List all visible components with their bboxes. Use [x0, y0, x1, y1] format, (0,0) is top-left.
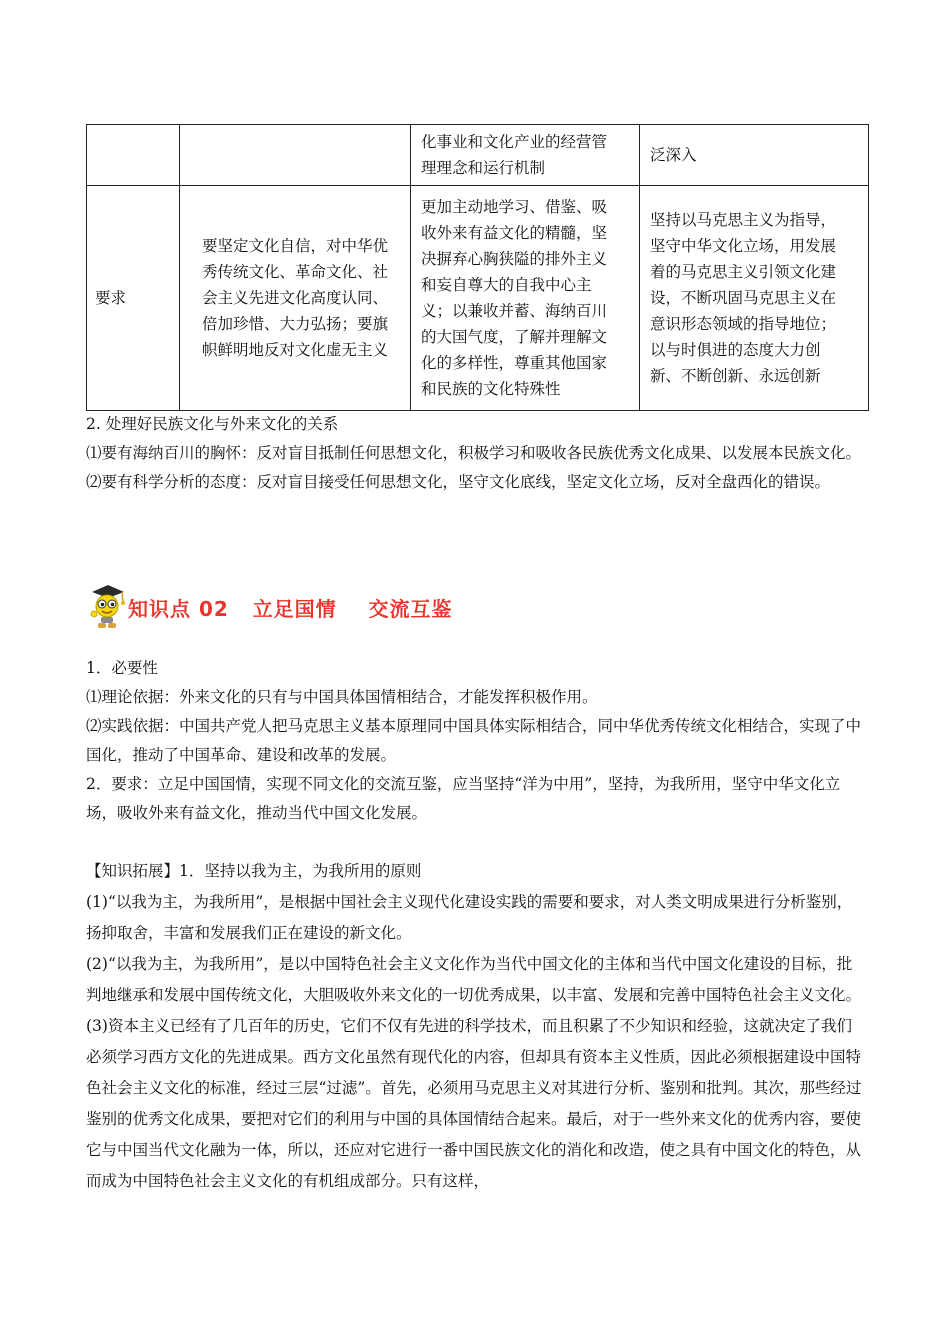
paragraph: (1)“以我为主，为我所用”，是根据中国社会主义现代化建设实践的需要和要求，对人类文明成果进行分析鉴别，扬抑取舍，丰富和发展我们正在建设的新文化。	[86, 893, 853, 942]
table-cell	[180, 125, 411, 186]
paragraph: ⑴理论依据：外来文化的只有与中国具体国情相结合，才能发挥积极作用。	[86, 688, 598, 706]
graduate-mascot-icon	[86, 582, 126, 632]
table-row	[87, 186, 869, 411]
row-label: 要求	[95, 289, 127, 307]
comparison-table	[86, 124, 869, 411]
table-cell-text: 更加主动地学习、借鉴、吸 收外来有益文化的精髓，坚 决摒弃心胸狭隘的排外主义 和妄自尊大的自我中心主 义；以兼收并蓄、海纳百川 的大国气度，了解并理解文 化的多样性，尊重其他国家 和民族的文化特殊性	[421, 198, 608, 398]
table-cell	[640, 125, 869, 186]
paragraph: ⑴要有海纳百川的胸怀：反对盲目抵制任何思想文化，积极学习和吸收各民族优秀文化成果、以发展本民族文化。	[86, 444, 862, 462]
knowledge-point-title: 知识点 02 立足国情 交流互鉴	[128, 596, 453, 621]
table-cell-label	[87, 186, 180, 411]
table-cell	[411, 125, 640, 186]
table-cell-text: 泛深入	[650, 146, 697, 164]
section-knowledge-extension	[86, 856, 866, 1197]
paragraph: (2)“以我为主，为我所用”，是以中国特色社会主义文化作为当代中国文化的主体和当代中国文化建设的目标，批判地继承和发展中国传统文化，大胆吸收外来文化的一切优秀成果，以丰富、发展和完善中国特色社会主义文化。	[86, 955, 862, 1004]
table-cell-text: 坚持以马克思主义为指导， 坚守中华文化立场，用发展 着的马克思主义引领文化建 设，不断巩固马克思主义在 意识形态领域的指导地位； 以与时俱进的态度大力创 新、不断创新、永远创新	[650, 211, 837, 385]
section-culture-relations	[86, 410, 866, 497]
paragraph: 2．要求：立足中国国情，实现不同文化的交流互鉴，应当坚持“洋为中用”，坚持，为我所用，坚守中华文化立场，吸收外来有益文化，推动当代中国文化发展。	[86, 775, 841, 822]
section-national-conditions	[86, 654, 866, 828]
table-cell-text: 要坚定文化自信，对中华优 秀传统文化、革命文化、社 会主义先进文化高度认同、 倍加珍惜、大力弘扬；要旗 帜鲜明地反对文化虚无主义	[202, 237, 389, 359]
paragraph: ⑵要有科学分析的态度：反对盲目接受任何思想文化，坚守文化底线，坚定文化立场，反对全盘西化的错误。	[86, 473, 831, 491]
paragraph: (3)资本主义已经有了几百年的历史，它们不仅有先进的科学技术，而且积累了不少知识和经验，这就决定了我们必须学习西方文化的先进成果。西方文化虽然有现代化的内容，但却具有资本主义性质，因此必须根据建设中国特色社会主义文化的标准，经过三层“过滤”。首先，必须用马克思主义对其进行分析、鉴别和批判。其次，那些经过鉴别的优秀文化成果，要把对它们的利用与中国的具体国情结合起来。最后，对于一些外来文化的优秀内容，要使它与中国当代文化融为一体，所以，还应对它进行一番中国民族文化的消化和改造，使之具有中国文化的特色，从而成为中国特色社会主义文化的有机组成部分。只有这样，	[86, 1017, 862, 1190]
table-row	[87, 125, 869, 186]
knowledge-point-heading	[86, 580, 586, 634]
section-heading: 1．必要性	[86, 659, 158, 677]
table-cell	[411, 186, 640, 411]
table-cell	[640, 186, 869, 411]
paragraph: ⑵实践依据：中国共产党人把马克思主义基本原理同中国具体实际相结合，同中华优秀传统文化相结合，实现了中国化，推动了中国革命、建设和改革的发展。	[86, 717, 862, 764]
table-cell-text: 化事业和文化产业的经营管 理理念和运行机制	[421, 133, 608, 177]
section-lead: 【知识拓展】1．坚持以我为主，为我所用的原则	[86, 862, 422, 880]
section-heading: 2. 处理好民族文化与外来文化的关系	[86, 415, 339, 433]
table-cell-label	[87, 125, 180, 186]
table-cell	[180, 186, 411, 411]
